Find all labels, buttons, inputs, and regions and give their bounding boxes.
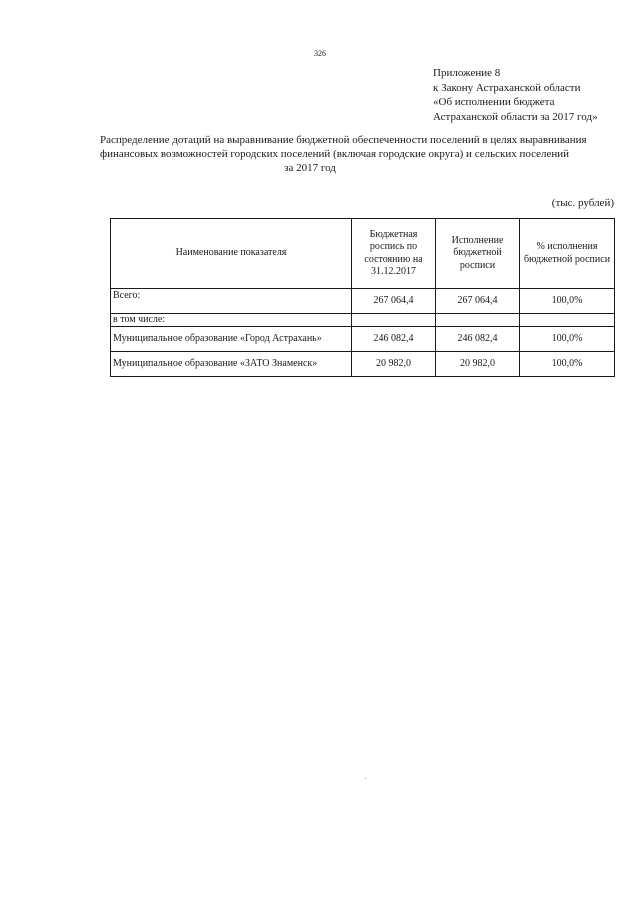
row-name: Муниципальное образование «Город Астрахань» [111,327,352,352]
empty-cell [520,314,615,327]
row-percent: 100,0% [520,327,615,352]
column-header-actual: Исполнение бюджетной росписи [436,219,520,289]
column-header-plan: Бюджетная роспись по состоянию на 31.12.2017 [352,219,436,289]
table-header-row [111,219,615,289]
document-title [100,133,587,175]
table-row [111,327,615,352]
appendix-block [433,66,598,124]
table-row-total [111,289,615,314]
row-actual: 246 082,4 [436,327,520,352]
page-number: 326 [314,49,326,58]
scan-speck [365,778,366,779]
title-line: Распределение дотаций на выравнивание бюджетной обеспеченности поселений в целях выравнивания [100,134,587,146]
row-name: Муниципальное образование «ЗАТО Знаменск» [111,352,352,377]
subsidy-table [110,218,615,377]
units-label: (тыс. рублей) [551,197,614,209]
column-header-percent: % исполнения бюджетной росписи [520,219,615,289]
appendix-line: Приложение 8 [433,67,501,79]
row-plan: 246 082,4 [352,327,436,352]
row-percent: 100,0% [520,289,615,314]
row-name: в том числе: [111,314,352,327]
row-actual: 267 064,4 [436,289,520,314]
row-plan: 20 982,0 [352,352,436,377]
appendix-line: к Закону Астраханской области [433,81,581,94]
table-row-subheader [111,314,615,327]
row-name: Всего: [111,289,352,314]
title-line: за 2017 год [284,162,336,174]
appendix-line: «Об исполнении бюджета [433,96,555,108]
row-percent: 100,0% [520,352,615,377]
appendix-line: Астраханской области за 2017 год» [433,110,598,123]
empty-cell [436,314,520,327]
empty-cell [352,314,436,327]
row-plan: 267 064,4 [352,289,436,314]
table-row [111,352,615,377]
row-actual: 20 982,0 [436,352,520,377]
title-line: финансовых возможностей городских поселений (включая городские округа) и сельских поселений [100,148,570,160]
column-header-name: Наименование показателя [111,219,352,289]
